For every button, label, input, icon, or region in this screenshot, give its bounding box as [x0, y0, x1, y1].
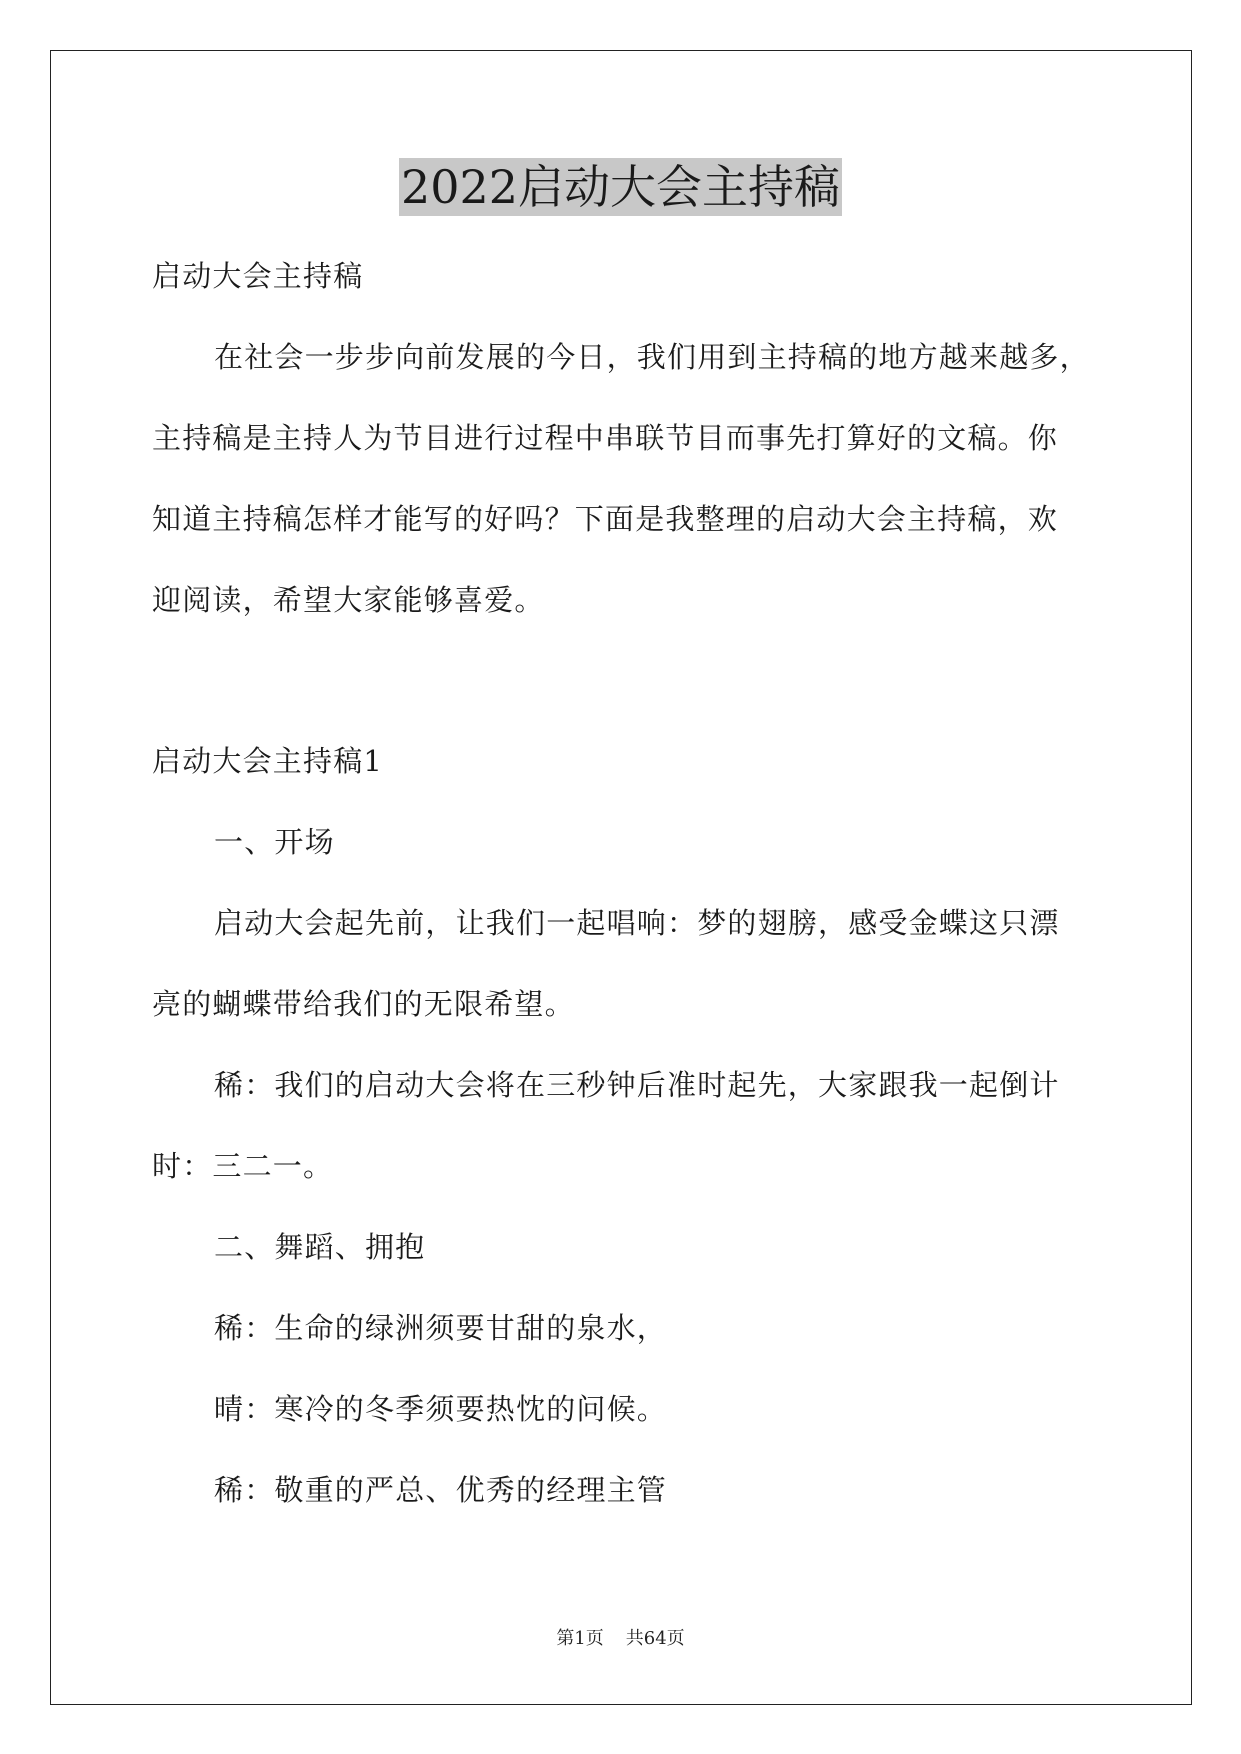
paragraph-line: 时：三二一。 [152, 1149, 334, 1183]
paragraph-line: 知道主持稿怎样才能写的好吗？下面是我整理的启动大会主持稿，欢 [152, 502, 1059, 536]
paragraph-line: 在社会一步步向前发展的今日，我们用到主持稿的地方越来越多， [214, 340, 1090, 374]
paragraph-line: 启动大会起先前，让我们一起唱响：梦的翅膀，感受金蝶这只漂 [214, 906, 1060, 940]
document-title: 2022启动大会主持稿 [400, 160, 841, 214]
paragraph-line: 迎阅读，希望大家能够喜爱。 [152, 583, 545, 617]
page-total: 共64页 [625, 1628, 685, 1649]
subsection-heading: 一、开场 [214, 825, 335, 859]
section-heading: 启动大会主持稿1 [152, 744, 384, 778]
blank-line [152, 641, 1092, 721]
paragraph-line: 亮的蝴蝶带给我们的无限希望。 [152, 987, 575, 1021]
document-body [152, 236, 1092, 1531]
heading-line: 启动大会主持稿 [152, 259, 364, 293]
paragraph-line: 稀：我们的启动大会将在三秒钟后准时起先，大家跟我一起倒计 [214, 1068, 1060, 1102]
dialogue-line: 晴：寒冷的冬季须要热忱的问候。 [214, 1392, 668, 1426]
dialogue-line: 稀：生命的绿洲须要甘甜的泉水， [214, 1311, 668, 1345]
dialogue-line: 稀：敬重的严总、优秀的经理主管 [214, 1473, 668, 1507]
subsection-heading: 二、舞蹈、拥抱 [214, 1230, 426, 1264]
page-footer [0, 1627, 1241, 1651]
paragraph-line: 主持稿是主持人为节目进行过程中串联节目而事先打算好的文稿。你 [152, 421, 1059, 455]
title-container [0, 158, 1241, 216]
page-number: 第1页 [556, 1628, 604, 1649]
